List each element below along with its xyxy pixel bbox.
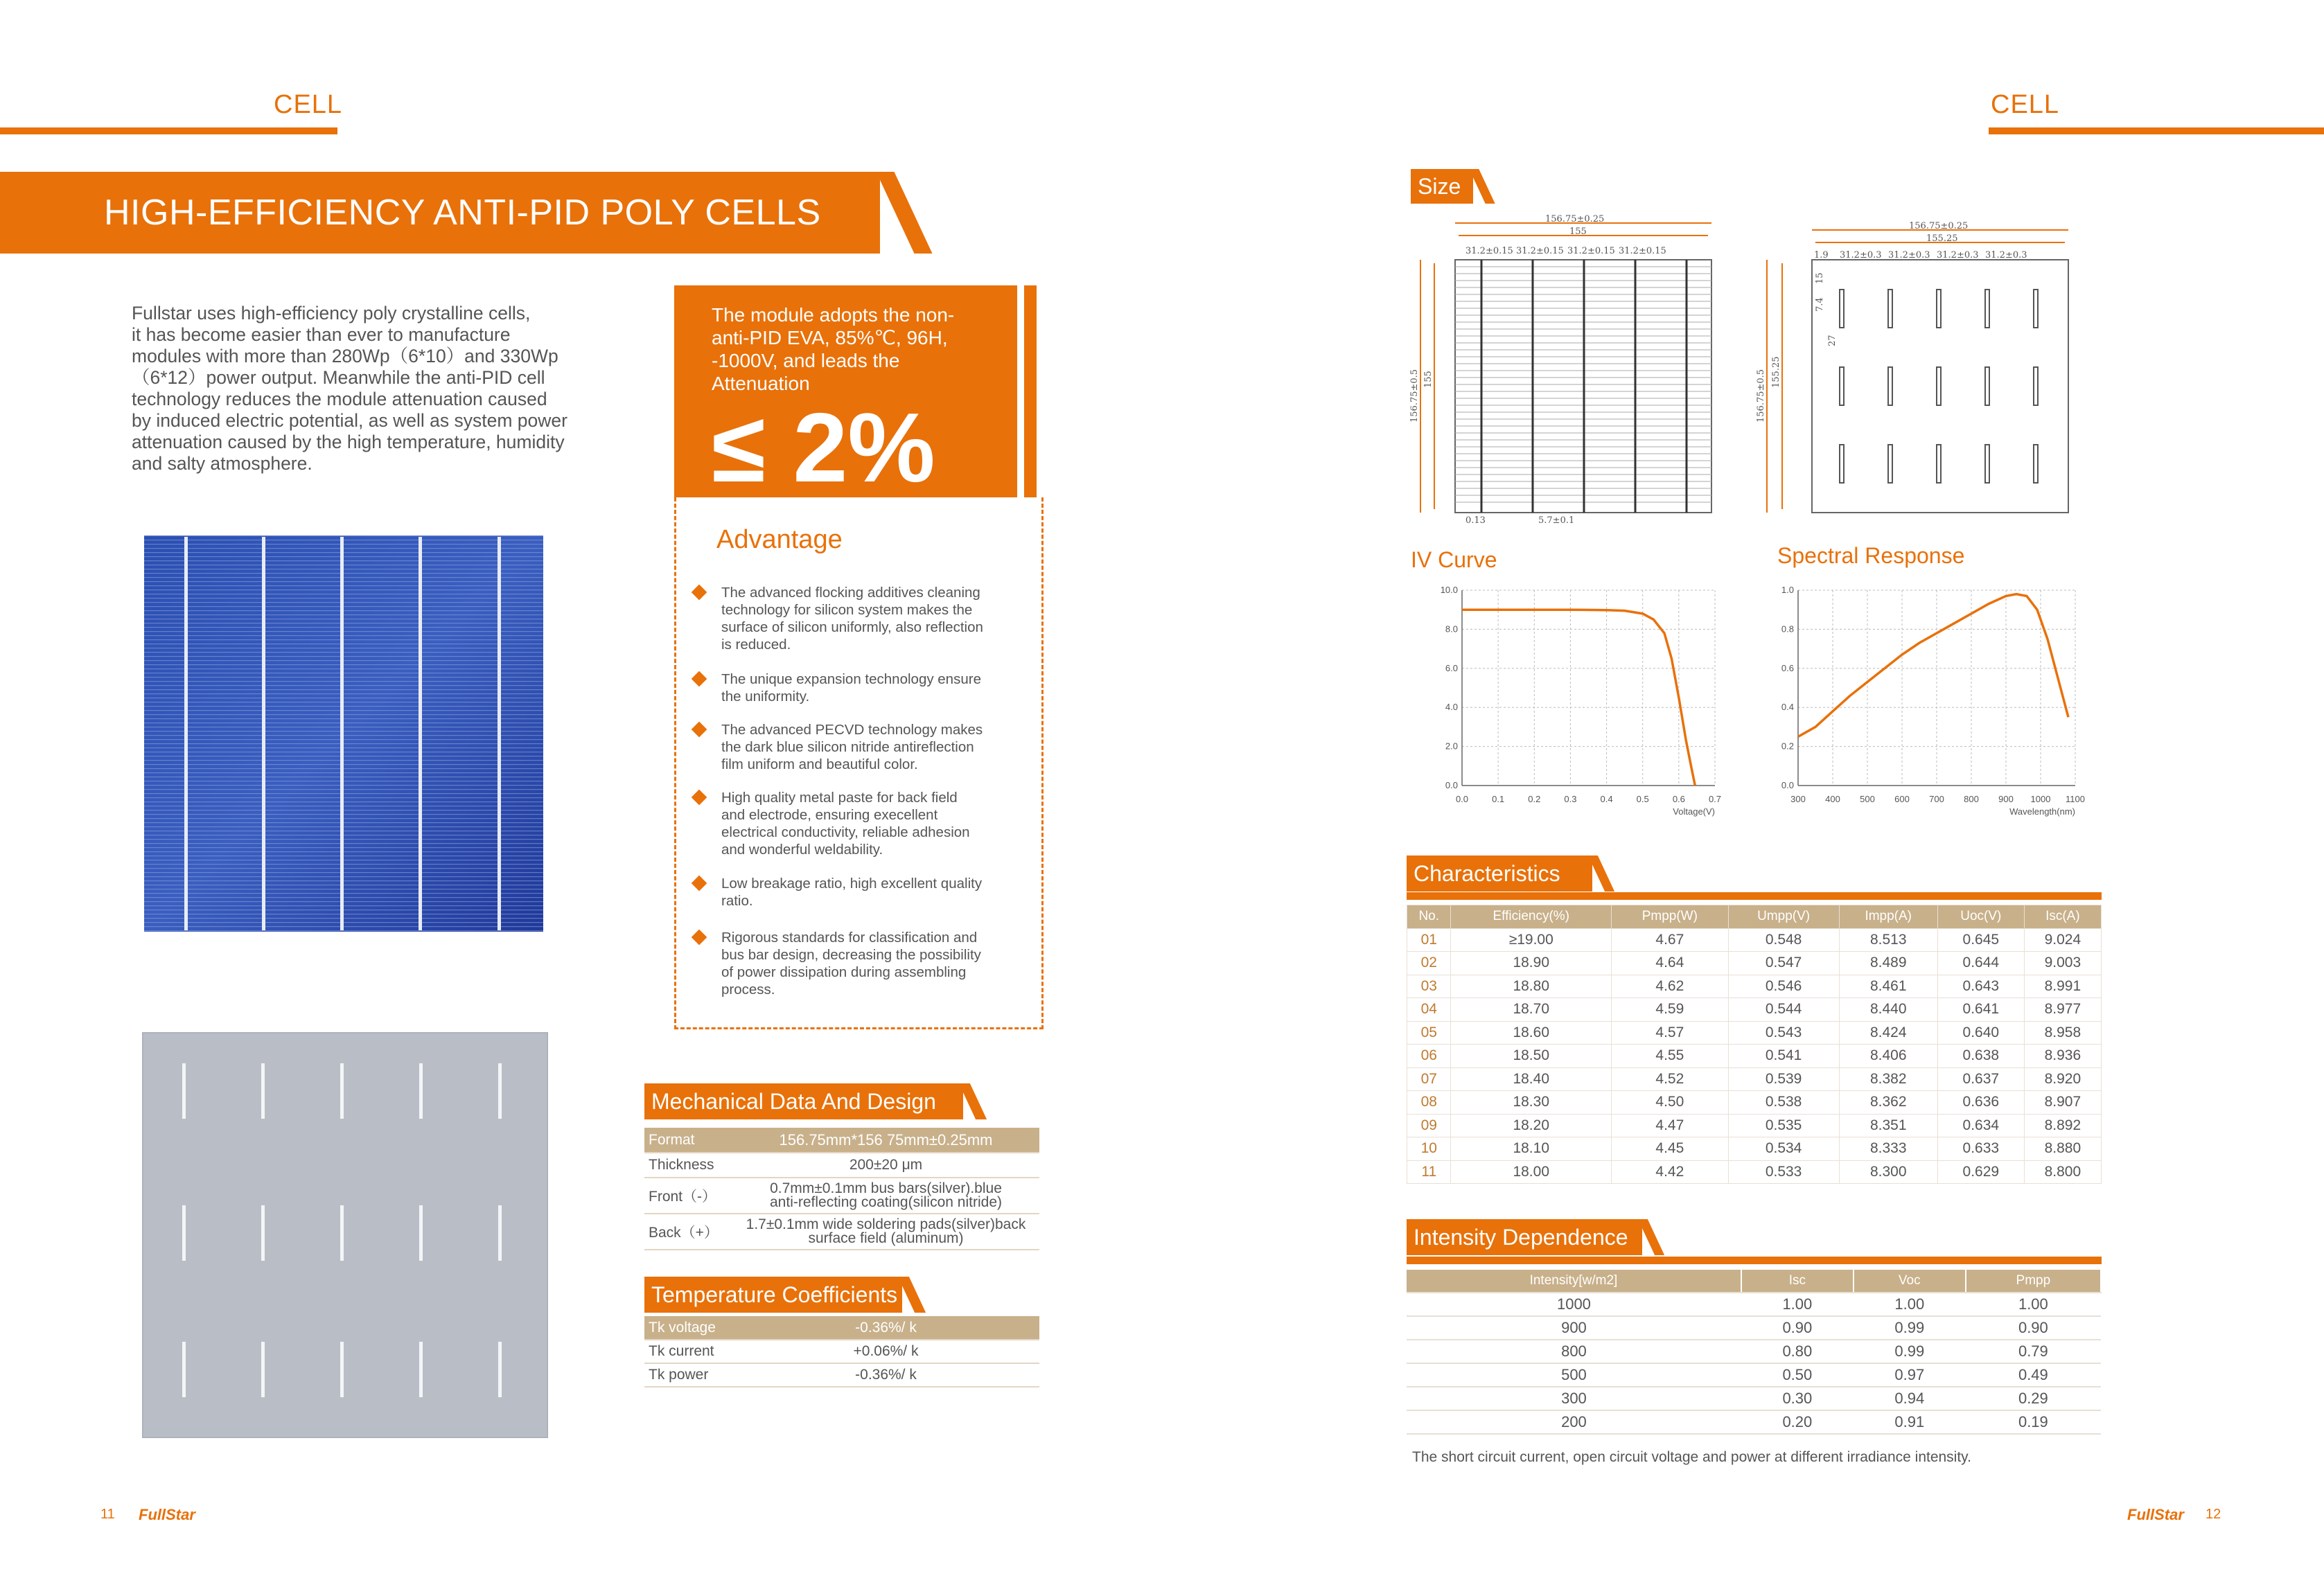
table-cell: 0.94 <box>1854 1387 1966 1410</box>
table-cell: 0.548 <box>1728 928 1839 952</box>
table-cell: 8.362 <box>1839 1091 1937 1115</box>
table-cell: 4.50 <box>1612 1091 1729 1115</box>
table-row: Front（-） 0.7mm±0.1mm bus bars(silver).blue anti-reflecting coating(silicon nitride) <box>644 1178 1039 1214</box>
table-cell: 0.644 <box>1937 952 2024 975</box>
table-cell: 18.50 <box>1451 1045 1612 1068</box>
table-header-cell: Umpp(V) <box>1728 905 1839 929</box>
table-row <box>1407 928 2102 952</box>
table-row <box>1407 1293 2101 1316</box>
table-cell: 800 <box>1407 1340 1741 1363</box>
table-cell: 0.543 <box>1728 1021 1839 1045</box>
y-tick-label: 0.6 <box>1781 662 1794 673</box>
table-cell: 0.544 <box>1728 998 1839 1022</box>
svg-text:0.13: 0.13 <box>1465 515 1486 526</box>
y-tick-label: 0.4 <box>1781 702 1794 713</box>
table-cell: 18.20 <box>1451 1114 1612 1137</box>
table-cell: 18.60 <box>1451 1021 1612 1045</box>
svg-text:7.4: 7.4 <box>1815 297 1825 312</box>
table-cell: 8.892 <box>2024 1114 2101 1137</box>
spectral-response-title: Spectral Response <box>1777 543 1965 568</box>
x-axis-label: Wavelength(nm) <box>2009 806 2075 817</box>
table-header-cell: Efficiency(%) <box>1451 905 1612 929</box>
table-cell: 06 <box>1407 1045 1451 1068</box>
characteristics-table <box>1407 905 2102 1184</box>
front-size-drawing <box>1400 215 1718 533</box>
svg-text:156.75±0.25: 156.75±0.25 <box>1545 215 1605 224</box>
table-row <box>1407 1387 2101 1410</box>
table-cell: 0.50 <box>1741 1363 1854 1387</box>
table-cell: 18.90 <box>1451 952 1612 975</box>
y-tick-label: 8.0 <box>1445 623 1458 635</box>
table-cell: 0.547 <box>1728 952 1839 975</box>
banner-slash <box>876 172 932 254</box>
table-cell: 0.541 <box>1728 1045 1839 1068</box>
advantage-item: The unique expansion technology ensure the uniformity. <box>694 671 981 705</box>
table-cell: 0.29 <box>1966 1387 2101 1410</box>
x-tick-label: 600 <box>1894 794 1910 804</box>
advantage-item: The advanced PECVD technology makes the dark blue silicon nitride antireflection film uniform and beautiful color. <box>694 721 983 773</box>
table-cell: ≥19.00 <box>1451 928 1612 952</box>
table-cell: 0.634 <box>1937 1114 2024 1137</box>
callout-slash <box>1024 285 1037 497</box>
table-cell: 4.55 <box>1612 1045 1729 1068</box>
table-cell: 0.91 <box>1854 1410 1966 1434</box>
svg-text:156.75±0.5: 156.75±0.5 <box>1756 369 1766 423</box>
table-header-cell: Pmpp(W) <box>1612 905 1729 929</box>
characteristics-rule <box>1407 892 2102 900</box>
front-cell-image <box>144 535 543 932</box>
y-tick-label: 4.0 <box>1445 702 1458 713</box>
table-cell: 8.920 <box>2024 1067 2101 1091</box>
svg-text:31.2±0.15: 31.2±0.15 <box>1619 246 1666 256</box>
table-cell: 03 <box>1407 975 1451 998</box>
table-cell: 4.52 <box>1612 1067 1729 1091</box>
table-row <box>1407 1137 2102 1161</box>
table-cell: 1000 <box>1407 1293 1741 1316</box>
x-tick-label: 1100 <box>2066 794 2085 804</box>
table-cell: 18.40 <box>1451 1067 1612 1091</box>
table-row <box>1407 952 2102 975</box>
table-row: Format 156.75mm*156 75mm±0.25mm <box>644 1128 1039 1153</box>
iv-curve-chart <box>1400 575 1732 831</box>
table-row: Back（+） 1.7±0.1mm wide soldering pads(silver)back surface field (aluminum) <box>644 1214 1039 1250</box>
callout-value: ≤ 2% <box>712 393 935 503</box>
advantage-title: Advantage <box>716 525 843 554</box>
section-tab-underline-right <box>1989 127 2324 134</box>
table-row <box>1407 1114 2102 1137</box>
table-cell: 04 <box>1407 998 1451 1022</box>
x-tick-label: 300 <box>1790 794 1806 804</box>
table-cell: 0.535 <box>1728 1114 1839 1137</box>
x-tick-label: 800 <box>1964 794 1979 804</box>
intro-text: Fullstar uses high-efficiency poly crystalline cells, it has become easier than ever to manufacture modules with more than 280Wp（6*10）and 330Wp （6*12）power output. Meanwhile the anti-PID cell technology reduces the module attenuation caused by induced electric potential, as well as system power attenuation caused by the high temperature, humidity and salty atmosphere. <box>132 303 567 474</box>
table-cell: 4.64 <box>1612 952 1729 975</box>
table-cell: 8.382 <box>1839 1067 1937 1091</box>
table-row: Tk power -0.36%/ k <box>644 1363 1039 1387</box>
table-header-cell: Isc <box>1741 1270 1854 1293</box>
table-cell: 01 <box>1407 928 1451 952</box>
spectral-response-chart <box>1767 575 2093 831</box>
table-cell: 8.991 <box>2024 975 2101 998</box>
temperature-heading: Temperature Coefficients <box>644 1277 902 1313</box>
intensity-table <box>1407 1270 2102 1435</box>
table-cell: 0.79 <box>1966 1340 2101 1363</box>
table-cell: 09 <box>1407 1114 1451 1137</box>
table-cell: 0.90 <box>1741 1316 1854 1340</box>
table-cell: 8.424 <box>1839 1021 1937 1045</box>
advantage-item: Low breakage ratio, high excellent quality ratio. <box>694 875 982 910</box>
table-header-cell: Isc(A) <box>2024 905 2101 929</box>
table-cell: 0.19 <box>1966 1410 2101 1434</box>
table-cell: 8.513 <box>1839 928 1937 952</box>
iv-curve-title: IV Curve <box>1411 547 1497 572</box>
y-tick-label: 0.0 <box>1445 780 1458 790</box>
table-cell: 4.67 <box>1612 928 1729 952</box>
characteristics-heading: Characteristics <box>1407 855 1592 892</box>
table-cell: 0.637 <box>1937 1067 2024 1091</box>
table-cell: 18.80 <box>1451 975 1612 998</box>
table-cell: 0.99 <box>1854 1316 1966 1340</box>
table-cell: 8.351 <box>1839 1114 1937 1137</box>
table-cell: 18.70 <box>1451 998 1612 1022</box>
table-cell: 0.645 <box>1937 928 2024 952</box>
intensity-note: The short circuit current, open circuit voltage and power at different irradiance intensity. <box>1412 1449 1971 1465</box>
table-cell: 4.45 <box>1612 1137 1729 1161</box>
table-cell: 0.638 <box>1937 1045 2024 1068</box>
callout-text: The module adopts the non- anti-PID EVA, 85%℃, 96H, -1000V, and leads the Attenuation <box>712 304 955 394</box>
table-cell: 11 <box>1407 1160 1451 1184</box>
x-tick-label: 1000 <box>2030 794 2051 804</box>
table-cell: 900 <box>1407 1316 1741 1340</box>
temperature-table <box>644 1316 1039 1387</box>
table-cell: 0.633 <box>1937 1137 2024 1161</box>
diamond-bullet-icon <box>692 930 707 946</box>
x-tick-label: 0.4 <box>1600 794 1613 804</box>
series-line <box>1462 610 1695 786</box>
table-row: Tk voltage -0.36%/ k <box>644 1316 1039 1340</box>
page-number-right: 12 <box>2206 1507 2221 1522</box>
table-cell: 07 <box>1407 1067 1451 1091</box>
table-cell: 0.539 <box>1728 1067 1839 1091</box>
svg-text:31.2±0.3: 31.2±0.3 <box>1840 250 1882 260</box>
table-row <box>1407 998 2102 1022</box>
mechanical-table <box>644 1128 1039 1250</box>
table-row <box>1407 1091 2102 1115</box>
diamond-bullet-icon <box>692 671 707 687</box>
table-cell: 08 <box>1407 1091 1451 1115</box>
table-cell: 0.636 <box>1937 1091 2024 1115</box>
x-tick-label: 0.6 <box>1672 794 1685 804</box>
section-tab-right: CELL <box>1991 90 2060 119</box>
table-cell: 8.880 <box>2024 1137 2101 1161</box>
diamond-bullet-icon <box>692 876 707 892</box>
table-row <box>1407 1067 2102 1091</box>
page-banner <box>0 172 880 314</box>
table-cell: 4.42 <box>1612 1160 1729 1184</box>
advantage-item: High quality metal paste for back field and electrode, ensuring execellent electrical conductivity, reliable adhesion and wonderful weldability. <box>694 789 970 858</box>
table-header-cell: No. <box>1407 905 1451 929</box>
table-cell: 0.99 <box>1854 1340 1966 1363</box>
table-cell: 8.936 <box>2024 1045 2101 1068</box>
svg-text:31.2±0.15: 31.2±0.15 <box>1465 246 1513 256</box>
x-tick-label: 700 <box>1929 794 1944 804</box>
advantage-box <box>674 497 1044 1029</box>
svg-text:155: 155 <box>1423 371 1434 388</box>
brand-logo-left: FullStar <box>139 1506 195 1523</box>
y-tick-label: 10.0 <box>1440 585 1458 595</box>
table-cell: 1.00 <box>1854 1293 1966 1316</box>
table-cell: 8.440 <box>1839 998 1937 1022</box>
table-cell: 0.30 <box>1741 1387 1854 1410</box>
y-tick-label: 1.0 <box>1781 585 1794 595</box>
table-cell: 500 <box>1407 1363 1741 1387</box>
section-tab-left: CELL <box>274 90 343 119</box>
advantage-item: Rigorous standards for classification and bus bar design, decreasing the possibility of power dissipation during assembling process. <box>694 929 981 998</box>
series-line <box>1798 594 2068 737</box>
svg-text:156.75±0.25: 156.75±0.25 <box>1909 221 1969 231</box>
table-cell: 4.59 <box>1612 998 1729 1022</box>
table-row <box>1407 1021 2102 1045</box>
table-cell: 05 <box>1407 1021 1451 1045</box>
table-cell: 8.977 <box>2024 998 2101 1022</box>
y-tick-label: 0.8 <box>1781 623 1794 635</box>
table-cell: 8.406 <box>1839 1045 1937 1068</box>
svg-text:1.9: 1.9 <box>1814 250 1829 260</box>
table-cell: 8.461 <box>1839 975 1937 998</box>
brand-logo-right: FullStar <box>2127 1506 2184 1523</box>
y-tick-label: 0.2 <box>1781 741 1794 752</box>
mechanical-heading: Mechanical Data And Design <box>644 1083 963 1119</box>
svg-text:31.2±0.15: 31.2±0.15 <box>1567 246 1615 256</box>
x-tick-label: 900 <box>1998 794 2014 804</box>
table-cell: 0.534 <box>1728 1137 1839 1161</box>
x-tick-label: 0.0 <box>1455 794 1469 804</box>
x-tick-label: 500 <box>1860 794 1875 804</box>
table-cell: 0.538 <box>1728 1091 1839 1115</box>
diamond-bullet-icon <box>692 722 707 738</box>
table-cell: 9.003 <box>2024 952 2101 975</box>
table-cell: 8.489 <box>1839 952 1937 975</box>
diamond-bullet-icon <box>692 585 707 601</box>
table-cell: 9.024 <box>2024 928 2101 952</box>
x-tick-label: 0.7 <box>1708 794 1722 804</box>
table-row: Thickness 200±20 μm <box>644 1153 1039 1178</box>
table-cell: 0.640 <box>1937 1021 2024 1045</box>
table-cell: 10 <box>1407 1137 1451 1161</box>
table-header-cell: Voc <box>1854 1270 1966 1293</box>
table-cell: 0.641 <box>1937 998 2024 1022</box>
table-header-cell: Pmpp <box>1966 1270 2101 1293</box>
attenuation-callout <box>674 285 1017 503</box>
svg-text:31.2±0.15: 31.2±0.15 <box>1516 246 1564 256</box>
table-cell: 0.546 <box>1728 975 1839 998</box>
table-header-cell: Impp(A) <box>1839 905 1937 929</box>
table-cell: 0.20 <box>1741 1410 1854 1434</box>
table-cell: 18.30 <box>1451 1091 1612 1115</box>
table-row <box>1407 1316 2101 1340</box>
diamond-bullet-icon <box>692 790 707 806</box>
table-cell: 8.333 <box>1839 1137 1937 1161</box>
table-cell: 0.90 <box>1966 1316 2101 1340</box>
table-row <box>1407 1045 2102 1068</box>
table-cell: 8.958 <box>2024 1021 2101 1045</box>
table-row <box>1407 1410 2101 1434</box>
table-row <box>1407 1160 2102 1184</box>
back-cell-image <box>142 1032 548 1438</box>
table-cell: 1.00 <box>1741 1293 1854 1316</box>
table-row <box>1407 975 2102 998</box>
svg-text:15: 15 <box>1815 272 1825 284</box>
intensity-rule <box>1407 1257 2102 1264</box>
svg-text:155.25: 155.25 <box>1926 233 1958 244</box>
y-tick-label: 6.0 <box>1445 662 1458 673</box>
table-cell: 0.643 <box>1937 975 2024 998</box>
y-tick-label: 2.0 <box>1445 741 1458 752</box>
intensity-heading: Intensity Dependence <box>1407 1219 1642 1255</box>
table-cell: 1.00 <box>1966 1293 2101 1316</box>
size-heading: Size <box>1411 169 1473 204</box>
x-tick-label: 0.2 <box>1528 794 1541 804</box>
svg-text:155: 155 <box>1569 227 1587 237</box>
table-cell: 8.800 <box>2024 1160 2101 1184</box>
x-tick-label: 0.3 <box>1564 794 1577 804</box>
table-cell: 4.47 <box>1612 1114 1729 1137</box>
x-axis-label: Voltage(V) <box>1673 806 1715 817</box>
advantage-item: The advanced flocking additives cleaning technology for silicon system makes the surface of silicon uniformly, also reflection is reduced. <box>694 584 983 653</box>
table-cell: 0.97 <box>1854 1363 1966 1387</box>
table-row <box>1407 1363 2101 1387</box>
back-size-drawing <box>1753 215 2079 533</box>
table-cell: 0.629 <box>1937 1160 2024 1184</box>
svg-text:31.2±0.3: 31.2±0.3 <box>1888 250 1930 260</box>
table-cell: 0.533 <box>1728 1160 1839 1184</box>
svg-text:31.2±0.3: 31.2±0.3 <box>1985 250 2027 260</box>
svg-text:5.7±0.1: 5.7±0.1 <box>1538 515 1575 526</box>
table-cell: 8.300 <box>1839 1160 1937 1184</box>
table-cell: 0.80 <box>1741 1340 1854 1363</box>
banner-title: HIGH-EFFICIENCY ANTI-PID POLY CELLS (5BB) <box>104 193 821 314</box>
table-cell: 4.62 <box>1612 975 1729 998</box>
svg-text:155.25: 155.25 <box>1771 356 1781 388</box>
table-cell: 200 <box>1407 1410 1741 1434</box>
y-tick-label: 0.0 <box>1781 780 1794 790</box>
table-row: Tk current +0.06%/ k <box>644 1340 1039 1363</box>
table-cell: 8.907 <box>2024 1091 2101 1115</box>
svg-text:31.2±0.3: 31.2±0.3 <box>1937 250 1979 260</box>
table-header-cell: Uoc(V) <box>1937 905 2024 929</box>
page-number-left: 11 <box>100 1507 115 1522</box>
table-header-row <box>1407 905 2102 929</box>
table-cell: 4.57 <box>1612 1021 1729 1045</box>
table-cell: 18.00 <box>1451 1160 1612 1184</box>
x-tick-label: 0.5 <box>1636 794 1649 804</box>
table-cell: 0.49 <box>1966 1363 2101 1387</box>
table-cell: 300 <box>1407 1387 1741 1410</box>
svg-text:27: 27 <box>1827 335 1838 346</box>
section-tab-underline-left <box>0 127 337 134</box>
x-tick-label: 0.1 <box>1492 794 1505 804</box>
table-cell: 18.10 <box>1451 1137 1612 1161</box>
x-tick-label: 400 <box>1825 794 1840 804</box>
table-cell: 02 <box>1407 952 1451 975</box>
table-header-row <box>1407 1270 2101 1293</box>
table-row <box>1407 1340 2101 1363</box>
table-header-cell: Intensity[w/m2] <box>1407 1270 1741 1293</box>
svg-text:156.75±0.5: 156.75±0.5 <box>1409 369 1420 423</box>
